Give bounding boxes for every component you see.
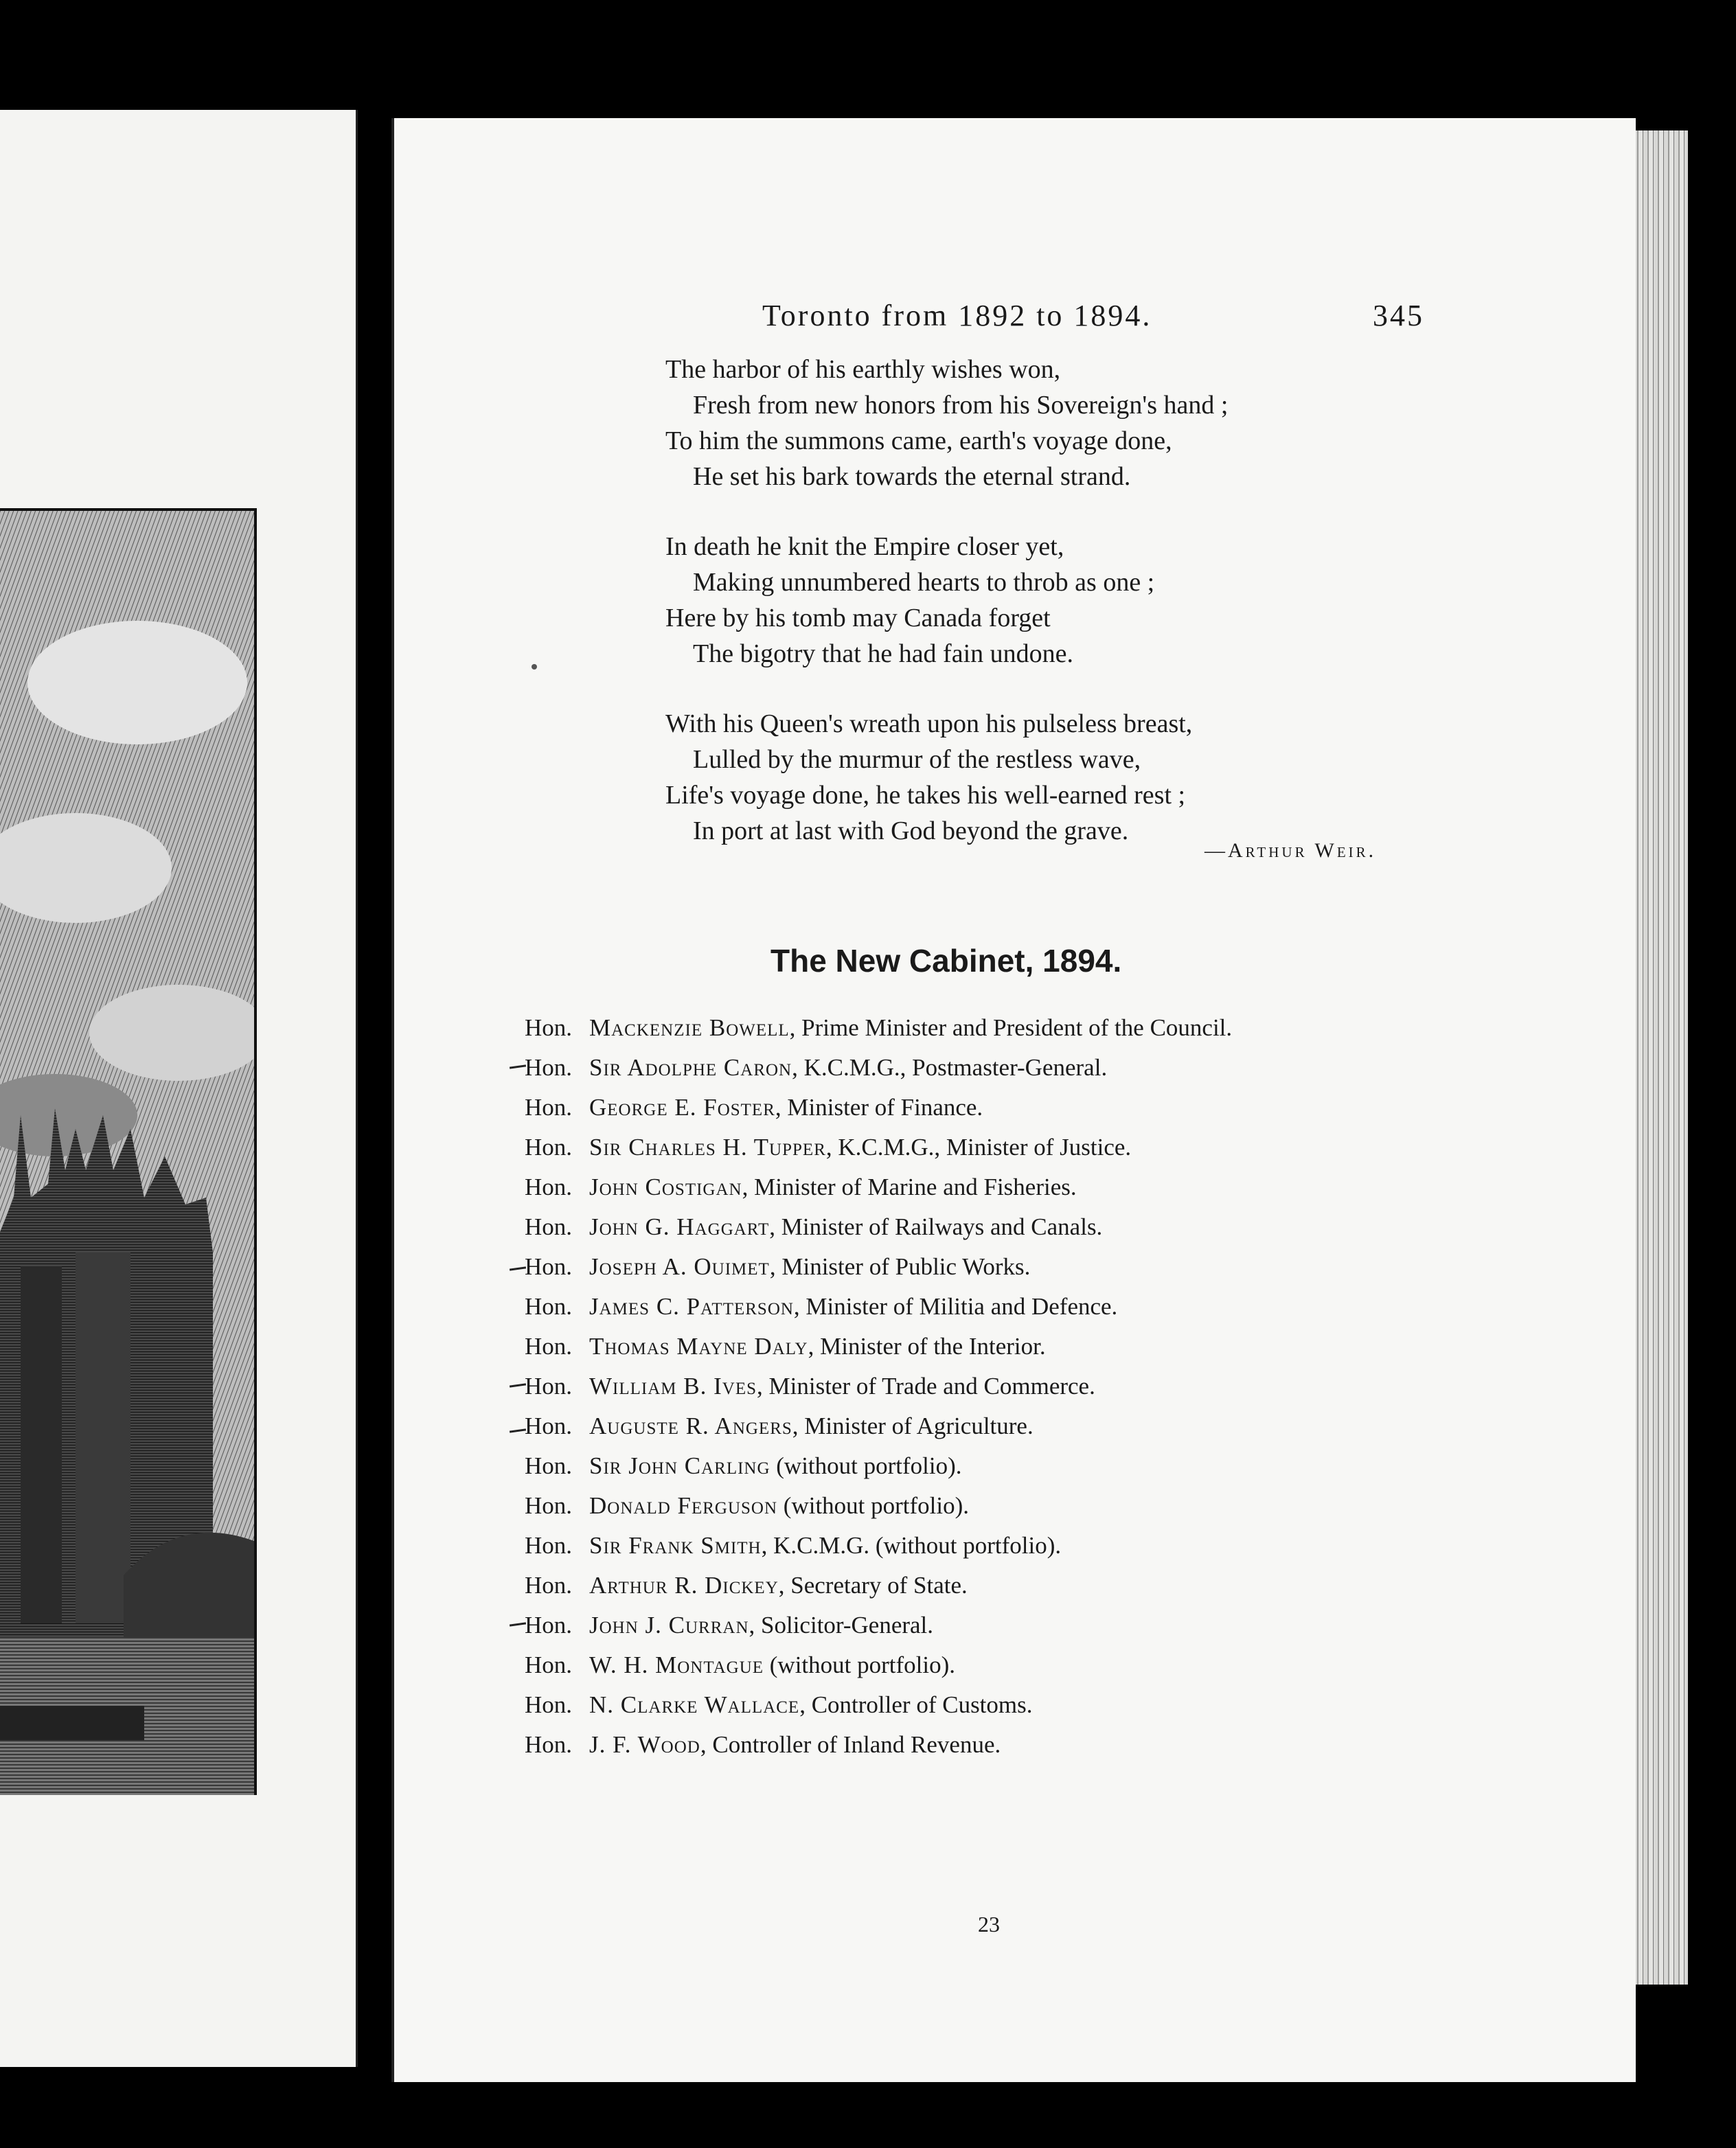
running-head-title: Toronto from 1892 to 1894. <box>762 299 1152 332</box>
member-name: Donald Ferguson <box>589 1492 778 1519</box>
member-office: , Minister of Public Works. <box>769 1253 1031 1280</box>
member-office: (without portfolio). <box>764 1652 956 1678</box>
member-name: Thomas Mayne Daly <box>589 1333 808 1360</box>
member-honorific: Hon. <box>525 1492 573 1519</box>
member-name: Joseph A. Ouimet <box>589 1253 770 1280</box>
member-office: (without portfolio). <box>777 1492 970 1519</box>
pencil-mark <box>510 1428 526 1432</box>
member-honorific: Hon. <box>525 1174 573 1200</box>
member-honorific: Hon. <box>525 1532 573 1559</box>
cabinet-member <box>525 1725 1555 1765</box>
member-name: John Costigan <box>589 1174 742 1200</box>
member-name: N. Clarke Wallace <box>589 1691 800 1718</box>
cabinet-member <box>525 1008 1555 1048</box>
poem-line: Fresh from new honors from his Sovereign's hand ; <box>693 391 1229 420</box>
cabinet-member <box>525 1247 1555 1287</box>
member-office: , Minister of the Interior. <box>808 1333 1046 1360</box>
member-honorific: Hon. <box>525 1572 573 1599</box>
poem-line: Lulled by the murmur of the restless wave, <box>693 745 1141 774</box>
poem-line: The harbor of his earthly wishes won, <box>665 355 1061 384</box>
cabinet-list <box>525 1008 1555 1765</box>
pencil-mark <box>510 1266 526 1270</box>
cabinet-member <box>525 1406 1555 1446</box>
member-honorific: Hon. <box>525 1094 573 1121</box>
member-name: William B. Ives <box>589 1373 757 1399</box>
poem-line: The bigotry that he had fain undone. <box>693 639 1074 668</box>
cabinet-member <box>525 1327 1555 1367</box>
cabinet-member <box>525 1167 1555 1207</box>
member-office: , K.C.M.G. (without portfolio). <box>761 1532 1062 1559</box>
poem-line: With his Queen's wreath upon his pulseless breast, <box>665 709 1193 738</box>
member-name: James C. Patterson <box>589 1293 794 1320</box>
member-name: Sir Charles H. Tupper <box>589 1134 826 1161</box>
member-office: , Controller of Customs. <box>799 1691 1033 1718</box>
cabinet-member <box>525 1526 1555 1566</box>
ink-speck <box>532 664 537 670</box>
cabinet-member <box>525 1645 1555 1685</box>
poem-line: Making unnumbered hearts to throb as one ; <box>693 568 1155 597</box>
pencil-mark <box>510 1622 526 1626</box>
cabinet-member <box>525 1566 1555 1606</box>
member-honorific: Hon. <box>525 1054 573 1081</box>
member-name: Arthur R. Dickey <box>589 1572 779 1599</box>
member-honorific: Hon. <box>525 1452 573 1479</box>
member-office: , K.C.M.G., Postmaster-General. <box>792 1054 1108 1081</box>
member-name: Sir Adolphe Caron <box>589 1054 792 1081</box>
poem-attribution: —Arthur Weir. <box>1204 839 1377 862</box>
member-honorific: Hon. <box>525 1014 573 1041</box>
member-name: J. F. Wood <box>589 1731 700 1758</box>
poem-stanza <box>665 529 1489 672</box>
engraving-illustration <box>0 508 257 1795</box>
cabinet-member <box>525 1207 1555 1247</box>
cabinet-member <box>525 1088 1555 1128</box>
member-honorific: Hon. <box>525 1413 573 1439</box>
member-office: , Solicitor-General. <box>749 1612 934 1638</box>
member-office: , K.C.M.G., Minister of Justice. <box>825 1134 1132 1161</box>
member-name: Auguste R. Angers <box>589 1413 792 1439</box>
member-name: W. H. Montague <box>589 1652 764 1678</box>
member-office: , Secretary of State. <box>778 1572 968 1599</box>
member-office: , Minister of Militia and Defence. <box>793 1293 1118 1320</box>
member-honorific: Hon. <box>525 1134 573 1161</box>
member-name: Sir John Carling <box>589 1452 770 1479</box>
member-office: , Minister of Marine and Fisheries. <box>742 1174 1077 1200</box>
member-office: , Prime Minister and President of the Council. <box>789 1014 1233 1041</box>
poem-stanza <box>665 352 1489 494</box>
member-honorific: Hon. <box>525 1293 573 1320</box>
cabinet-member <box>525 1128 1555 1167</box>
member-office: , Minister of Railways and Canals. <box>769 1213 1103 1240</box>
cabinet-member <box>525 1606 1555 1645</box>
poem-line: To him the summons came, earth's voyage done, <box>665 426 1172 455</box>
member-office: , Minister of Trade and Commerce. <box>757 1373 1095 1399</box>
member-office: , Controller of Inland Revenue. <box>700 1731 1001 1758</box>
member-name: Sir Frank Smith <box>589 1532 762 1559</box>
member-honorific: Hon. <box>525 1253 573 1280</box>
right-page <box>391 118 1636 2082</box>
poem-line: Here by his tomb may Canada forget <box>665 604 1051 632</box>
cabinet-member <box>525 1486 1555 1526</box>
member-office: , Minister of Agriculture. <box>792 1413 1033 1439</box>
signature-mark: 23 <box>978 1912 1000 1936</box>
pencil-mark <box>510 1064 526 1069</box>
member-honorific: Hon. <box>525 1691 573 1718</box>
member-office: (without portfolio). <box>770 1452 962 1479</box>
page-number: 345 <box>1373 299 1424 332</box>
poem-stanza <box>665 706 1489 849</box>
poem-line: In port at last with God beyond the grave. <box>693 816 1129 845</box>
cabinet-member <box>525 1685 1555 1725</box>
member-honorific: Hon. <box>525 1213 573 1240</box>
page-edges <box>1633 130 1688 1985</box>
poem <box>665 352 1489 883</box>
member-honorific: Hon. <box>525 1333 573 1360</box>
cabinet-member <box>525 1367 1555 1406</box>
member-honorific: Hon. <box>525 1652 573 1678</box>
member-honorific: Hon. <box>525 1373 573 1399</box>
cabinet-member <box>525 1287 1555 1327</box>
poem-line: In death he knit the Empire closer yet, <box>665 532 1064 561</box>
member-honorific: Hon. <box>525 1731 573 1758</box>
member-name: Mackenzie Bowell <box>589 1014 790 1041</box>
section-title: The New Cabinet, 1894. <box>770 943 1122 979</box>
cabinet-member <box>525 1446 1555 1486</box>
member-office: , Minister of Finance. <box>775 1094 983 1121</box>
poem-line: Life's voyage done, he takes his well-earned rest ; <box>665 781 1186 810</box>
member-name: George E. Foster <box>589 1094 775 1121</box>
member-name: John J. Curran <box>589 1612 749 1638</box>
member-honorific: Hon. <box>525 1612 573 1638</box>
left-page <box>0 110 358 2067</box>
cabinet-member <box>525 1048 1555 1088</box>
member-name: John G. Haggart <box>589 1213 770 1240</box>
pencil-mark <box>510 1383 526 1387</box>
poem-line: He set his bark towards the eternal strand. <box>693 462 1131 491</box>
